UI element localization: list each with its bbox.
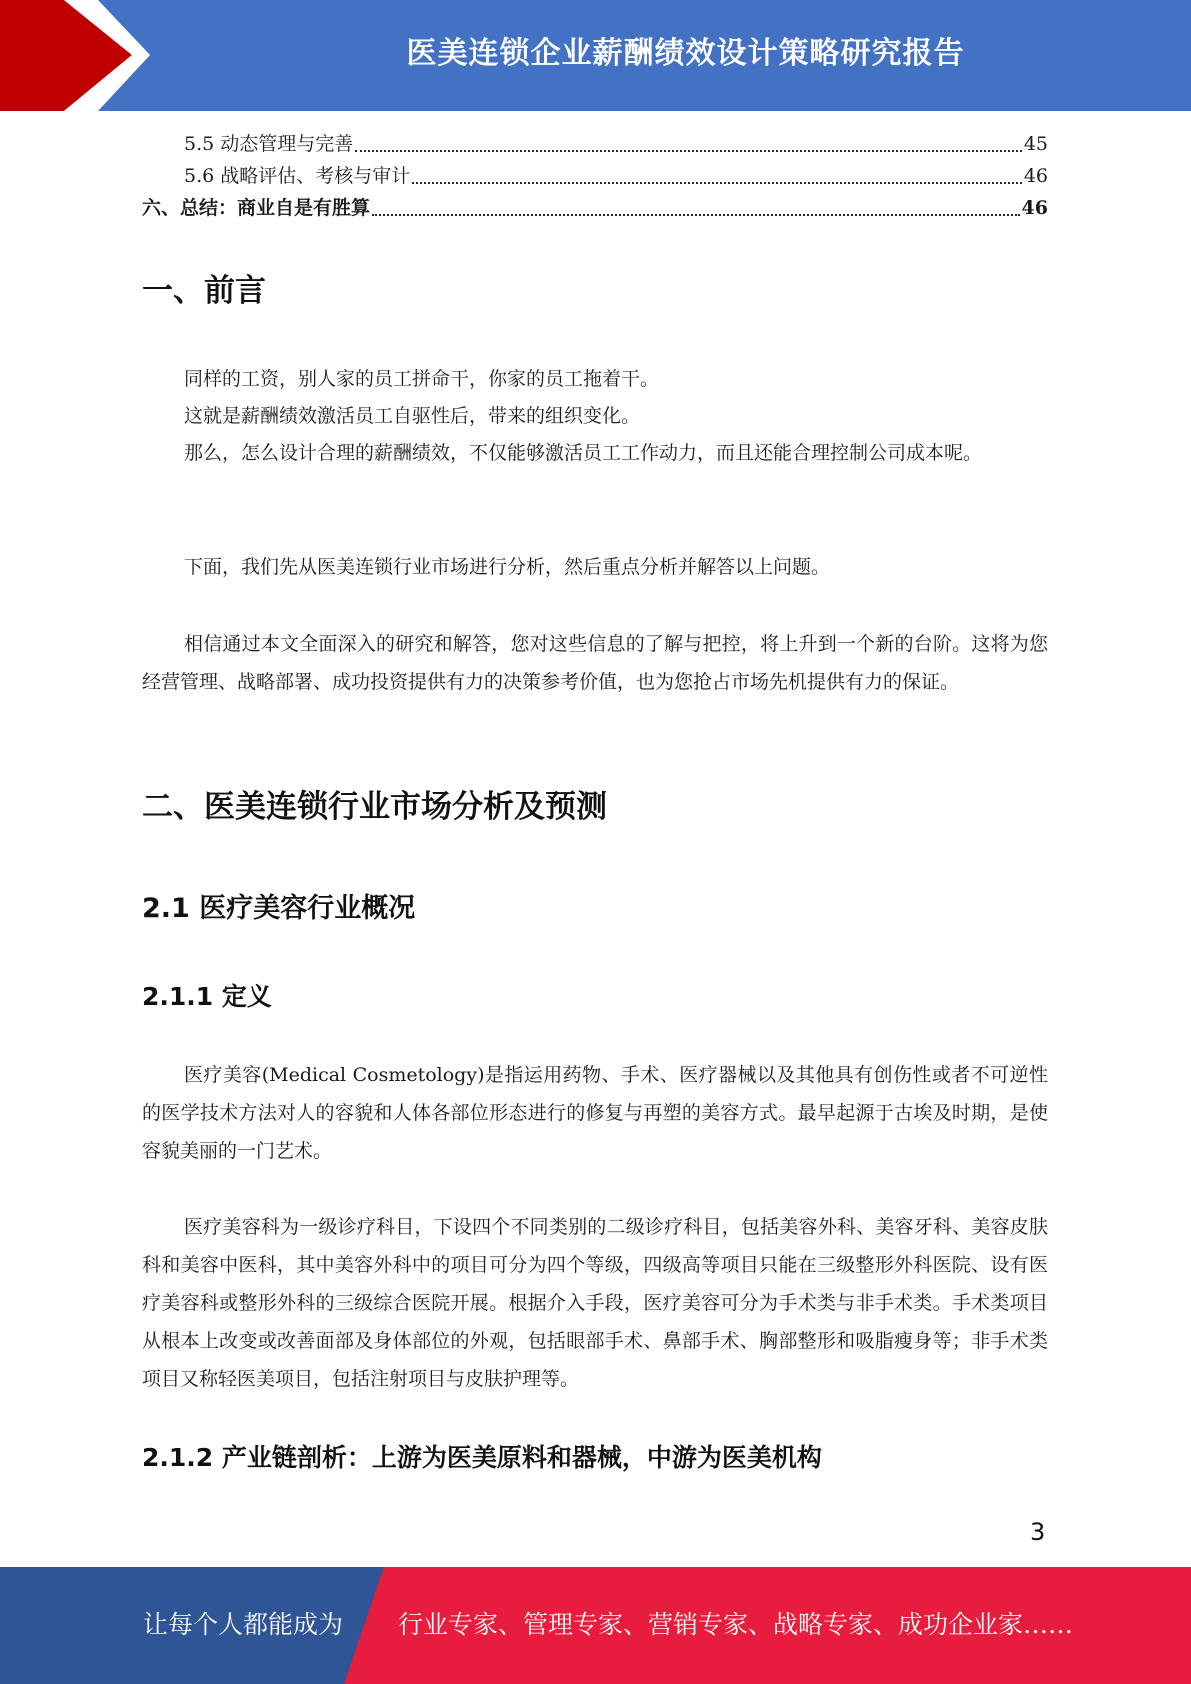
toc-item[interactable] bbox=[142, 128, 1048, 160]
paragraph: 那么，怎么设计合理的薪酬绩效，不仅能够激活员工工作动力，而且还能合理控制公司成本呢。 bbox=[184, 442, 983, 464]
toc-leader-dots bbox=[412, 181, 1022, 184]
toc-item-label: 六、总结：商业自是有胜算 bbox=[142, 197, 371, 219]
toc-item-label: 5.6 战略评估、考核与审计 bbox=[184, 165, 411, 187]
paragraph: 相信通过本文全面深入的研究和解答，您对这些信息的了解与把控，将上升到一个新的台阶。这将为您经营管理、战略部署、成功投资提供有力的决策参考价值，也为您抢占市场先机提供有力的保证。 bbox=[142, 633, 1048, 693]
section-heading-preface: 一、前言 bbox=[142, 273, 266, 309]
page-header bbox=[0, 0, 1191, 111]
section-heading-market: 二、医美连锁行业市场分析及预测 bbox=[142, 789, 607, 825]
toc-leader-dots bbox=[372, 213, 1020, 216]
paragraph: 同样的工资，别人家的员工拼命干，你家的员工拖着干。 bbox=[184, 368, 660, 390]
paragraph: 医疗美容科为一级诊疗科目，下设四个不同类别的二级诊疗科目，包括美容外科、美容牙科、美容皮肤科和美容中医科，其中美容外科中的项目可分为四个等级，四级高等项目只能在三级整形外科医院、设有医疗美容科或整形外科的三级综合医院开展。根据介入手段，医疗美容可分为手术类与非手术类。手术类项目从根本上改变或改善面部及身体部位的外观，包括眼部手术、鼻部手术、胸部整形和吸脂瘦身等；非手术类项目又称轻医美项目，包括注射项目与皮肤护理等。 bbox=[142, 1216, 1048, 1390]
table-of-contents bbox=[142, 128, 1048, 224]
footer-slogan-left: 让每个人都能成为 bbox=[143, 1610, 344, 1639]
toc-item[interactable] bbox=[142, 192, 1048, 224]
footer-slogan-right: 行业专家、管理专家、营销专家、战略专家、成功企业家…… bbox=[398, 1610, 1074, 1639]
toc-item-page: 45 bbox=[1023, 133, 1048, 155]
page-number: 3 bbox=[1030, 1518, 1046, 1546]
subsection-heading-industry-chain: 2.1.2 产业链剖析：上游为医美原料和器械，中游为医美机构 bbox=[142, 1443, 822, 1472]
toc-item[interactable] bbox=[142, 160, 1048, 192]
subsection-heading-overview: 2.1 医疗美容行业概况 bbox=[142, 893, 416, 924]
toc-item-label: 5.5 动态管理与完善 bbox=[184, 133, 354, 155]
toc-leader-dots bbox=[355, 149, 1022, 152]
report-title: 医美连锁企业薪酬绩效设计策略研究报告 bbox=[406, 36, 965, 71]
subsection-heading-definition: 2.1.1 定义 bbox=[142, 982, 272, 1011]
paragraph: 这就是薪酬绩效激活员工自驱性后，带来的组织变化。 bbox=[184, 405, 641, 427]
paragraph: 下面，我们先从医美连锁行业市场进行分析，然后重点分析并解答以上问题。 bbox=[184, 556, 831, 578]
paragraph: 医疗美容(Medical Cosmetology)是指运用药物、手术、医疗器械以及其他具有创伤性或者不可逆性的医学技术方法对人的容貌和人体各部位形态进行的修复与再塑的美容方式。最早起源于古埃及时期，是使容貌美丽的一门艺术。 bbox=[142, 1064, 1048, 1162]
toc-item-page: 46 bbox=[1023, 165, 1048, 187]
toc-item-page: 46 bbox=[1021, 197, 1048, 219]
page-footer bbox=[0, 1567, 1191, 1684]
